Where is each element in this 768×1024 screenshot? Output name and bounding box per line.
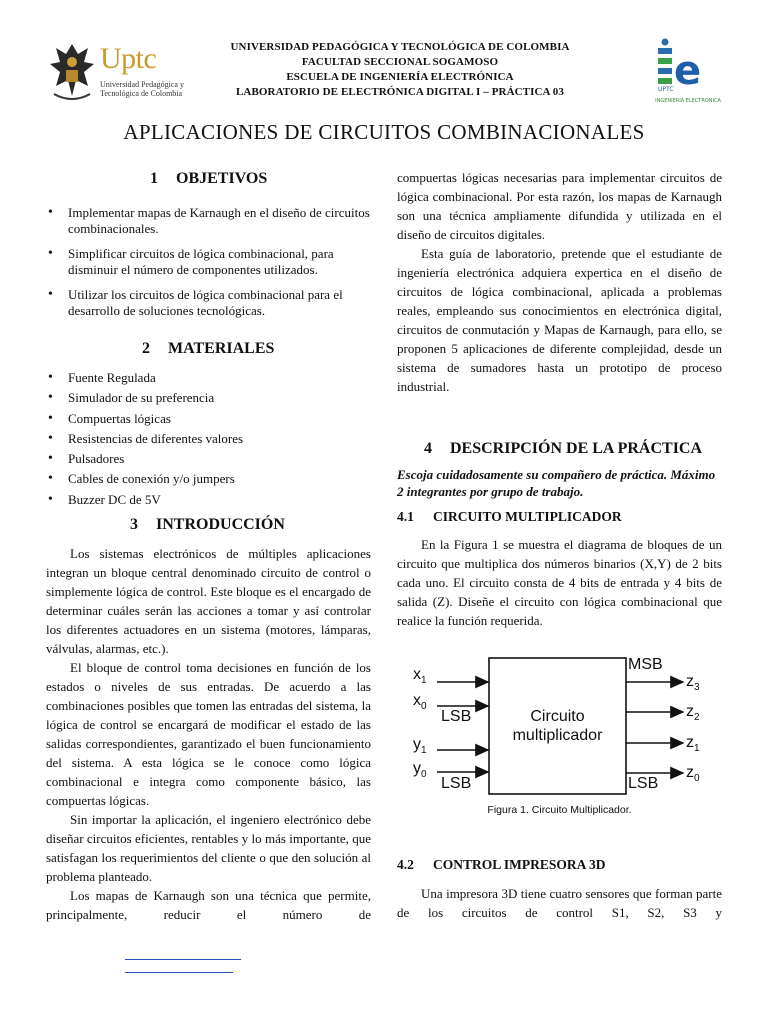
list-item: • Resistencias de diferentes valores (46, 429, 371, 449)
output-label: z (686, 703, 694, 720)
output-z1-label (686, 734, 700, 754)
input-label: x (413, 692, 421, 709)
output-subscript: 2 (694, 712, 700, 724)
msb-label: MSB (628, 656, 663, 673)
list-item: • Pulsadores (46, 449, 371, 469)
ie-logo-badge: UPTC (658, 86, 674, 93)
section-descripcion-heading (424, 440, 702, 458)
section-introduccion-heading (130, 516, 285, 534)
printer-paragraph: Una impresora 3D tiene cuatro sensores que forman parte de los circuitos de control S1, S2, S3 y (397, 886, 722, 920)
block-title-line2: multiplicador (512, 727, 603, 744)
uptc-logo (100, 44, 186, 104)
output-z3-label (686, 673, 700, 693)
input-label: y (413, 760, 421, 777)
subsection-number: 4.1 (397, 509, 414, 524)
intro-paragraph-4-continued: compuertas lógicas necesarias para implementar circuitos de lógica combinacional. Por esta razón, los mapas de Karnaugh son una técnica ampliamente difundida y utilizada en el diseño de circuitos digitales. (397, 170, 722, 242)
header-university: UNIVERSIDAD PEDAGÓGICA Y TECNOLÓGICA DE COLOMBIA (230, 41, 570, 53)
input-label: x (413, 666, 421, 683)
footnote-link-1[interactable] (125, 959, 241, 960)
intro-paragraph-5: Esta guía de laboratorio, pretende que el estudiante de ingeniería electrónica adquiera expertica en el diseño de circuitos de lógica combinacional, aplicada a problemas reales, empleando sus conocimientos en electrónica digital, circuitos de conmutación y Mapas de Karnaugh, para ello, se proponen 5 aplicaciones de diferente complejidad, desde un sistema de sumadores hasta un prototipo de proceso industrial. (397, 246, 722, 394)
figure-caption: Figura 1. Circuito Multiplicador. (487, 804, 632, 816)
lsb-left-bottom-label: LSB (441, 775, 472, 792)
intro-text-left (46, 544, 371, 924)
list-item: • Cables de conexión y/o jumpers (46, 469, 371, 489)
header-faculty: FACULTAD SECCIONAL SOGAMOSO (301, 56, 499, 68)
output-subscript: 0 (694, 773, 700, 785)
practice-note: Escoja cuidadosamente su compañero de práctica. Máximo 2 integrantes por grupo de trabajo. (397, 467, 716, 499)
materials-list (46, 368, 371, 510)
input-subscript: 1 (421, 745, 427, 757)
section-number: 4 (424, 440, 432, 457)
section-title: OBJETIVOS (176, 170, 268, 187)
section-title: DESCRIPCIÓN DE LA PRÁCTICA (450, 440, 703, 457)
subsection-multiplicador-heading (397, 509, 622, 525)
subsection-impresora-heading (397, 857, 606, 873)
intro-paragraph-2: El bloque de control toma decisiones en función de los estados o niveles de sus entradas. De acuerdo a las combinaciones posibles que tomen las entradas del sistema, la lógica de control se encargará de modificar el estado de las salidas correspondientes, garantizado el buen funcionamiento del sistema. A esta lógica se le conoce como lógica combinacional e integra como componente básico, las compuertas lógicas. (46, 660, 371, 808)
uptc-logo-sub2: Tecnológica de Colombia (100, 89, 183, 98)
ie-logo-sub: INGENIERIA ELECTRONICA (655, 98, 721, 104)
section-number: 3 (130, 516, 138, 533)
section-number: 2 (142, 340, 150, 357)
output-subscript: 3 (694, 682, 700, 694)
lsb-left-top-label: LSB (441, 708, 472, 725)
output-label: z (686, 734, 694, 751)
subsection-title: CONTROL IMPRESORA 3D (433, 857, 606, 872)
intro-paragraph-1: Los sistemas electrónicos de múltiples aplicaciones integran un bloque central denominado circuito de control o simplemente lógica de control. Este bloque es el encargado de determinar cuáles serán las acciones a tomar y así controlar los diferentes actuadores en un sistema (motores, lámparas, válvulas, alarmas, etc.). (46, 546, 371, 656)
list-item: • Simulador de su preferencia (46, 388, 371, 408)
section-title: INTRODUCCIÓN (156, 516, 285, 533)
input-label: y (413, 736, 421, 753)
input-subscript: 0 (421, 701, 427, 713)
section-number: 1 (150, 170, 158, 187)
list-item: • Compuertas lógicas (46, 409, 371, 429)
page-title: APLICACIONES DE CIRCUITOS COMBINACIONALES (123, 120, 645, 144)
multiplier-description (397, 535, 722, 630)
input-x1-label (413, 666, 427, 686)
output-z2-label (686, 703, 700, 723)
multiplier-paragraph: En la Figura 1 se muestra el diagrama de bloques de un circuito que multiplica dos números binarios (X,Y) de 2 bits cada uno. El circuito consta de 4 bits de entrada y 4 bits de salida (Z). Diseñe el circuito con lógica combinacional que realice la función requerida. (397, 537, 722, 628)
output-label: z (686, 673, 694, 690)
list-item: • Implementar mapas de Karnaugh en el diseño de circuitos combinacionales. (46, 205, 371, 237)
list-item: • Fuente Regulada (46, 368, 371, 388)
header-lab: LABORATORIO DE ELECTRÓNICA DIGITAL I – PRÁCTICA 03 (235, 86, 565, 98)
header-school: ESCUELA DE INGENIERÍA ELECTRÓNICA (286, 71, 514, 83)
output-z0-label (686, 764, 700, 784)
input-subscript: 1 (421, 675, 427, 687)
input-subscript: 0 (421, 769, 427, 781)
block-title-line1: Circuito (530, 708, 585, 725)
multiplier-block-diagram (405, 648, 715, 798)
intro-paragraph-4: Los mapas de Karnaugh son una técnica que permite, principalmente, reducir el número de (46, 888, 371, 922)
output-subscript: 1 (694, 743, 700, 755)
uptc-logo-text: Uptc (100, 42, 157, 75)
list-item: • Utilizar los circuitos de lógica combinacional para el desarrollo de soluciones tecnológicas. (46, 287, 371, 319)
list-item: • Buzzer DC de 5V (46, 490, 371, 510)
input-y1-label (413, 736, 427, 756)
list-item: • Simplificar circuitos de lógica combinacional, para disminuir el número de componentes utilizados. (46, 246, 371, 278)
objectives-list (46, 205, 371, 319)
output-label: z (686, 764, 694, 781)
lsb-right-label: LSB (628, 775, 659, 792)
input-x0-label (413, 692, 427, 712)
section-materiales-heading (142, 340, 274, 358)
svg-text:e: e (674, 48, 702, 94)
ie-logo (652, 38, 724, 110)
uptc-crest-logo (48, 40, 96, 106)
printer-description (397, 884, 722, 922)
section-title: MATERIALES (168, 340, 275, 357)
intro-paragraph-3: Sin importar la aplicación, el ingeniero electrónico debe diseñar circuitos eficientes, rentables y lo más importante, que satisfagan los requerimientos del cliente o que den solución al problema planteado. (46, 812, 371, 884)
footnote-link-2[interactable] (125, 972, 233, 973)
intro-text-right (397, 168, 722, 396)
subsection-title: CIRCUITO MULTIPLICADOR (433, 509, 622, 524)
subsection-number: 4.2 (397, 857, 414, 872)
uptc-logo-sub1: Universidad Pedagógica y (100, 80, 184, 89)
section-objetivos-heading (150, 170, 267, 188)
input-y0-label (413, 760, 427, 780)
